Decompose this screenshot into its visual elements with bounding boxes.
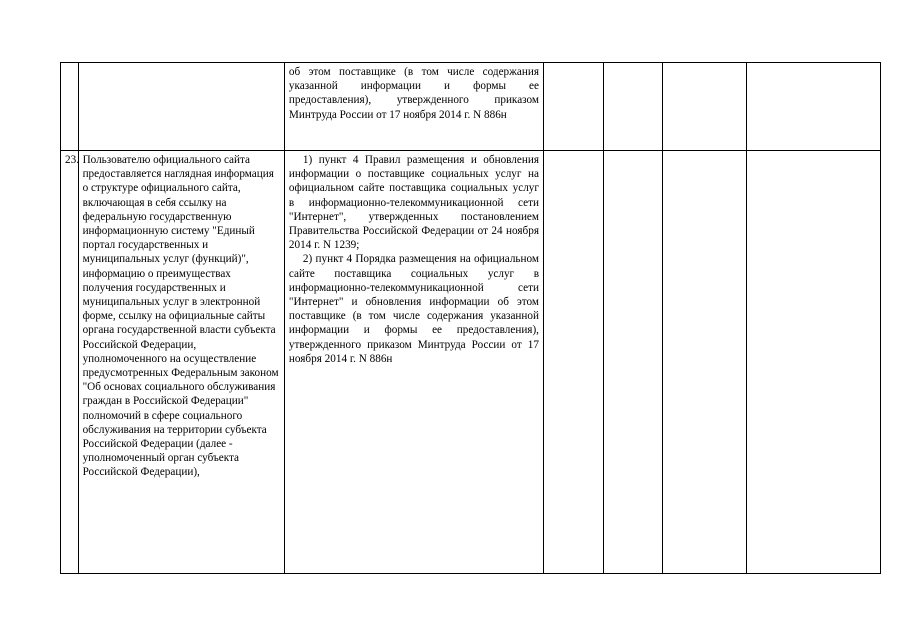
legal-basis-continued-text: об этом поставщике (в том числе содержания указанной информации и формы ее предоставления), утвержденного приказом Минтруда России от 17 ноября 2014 г. N 886н [288,66,539,121]
legal-basis-item-2: 2) пункт 4 Порядка размещения на официальном сайте поставщика социальных услуг в информационно-телекоммуникационной сети "Интернет" и обновления информации об этом поставщике (в том числе содержания указанной информации и формы ее предоставления), утвержденного приказом Минтруда России от 17 ноября 2014 г. N 886н [288,253,539,365]
table-row-continued [61,63,881,151]
empty-cell [662,63,747,151]
requirement-description-cell: Пользователю официального сайта предоставляется наглядная информация о структуре официального сайта, включающая в себя ссылку на федеральную государственную информационную систему "Единый портал государственных и муниципальных услуг (функций)", информацию о преимуществах получения государственных и муниципальных услуг в электронной форме, ссылку на официальные сайты органа государственной власти субъекта Российской Федерации, уполномоченного на осуществление предусмотренных Федеральным законом "Об основах социального обслуживания граждан в Российской Федерации" полномочий в сфере социального обслуживания на территории субъекта Российской Федерации (далее - уполномоченный орган субъекта Российской Федерации), [78,151,284,574]
legal-basis-cell [284,151,543,574]
criteria-table [60,62,881,574]
empty-cell [543,151,603,574]
requirement-description-cell [78,63,284,151]
legal-basis-item-1: 1) пункт 4 Правил размещения и обновления информации о поставщике социальных услуг на официальном сайте поставщика социальных услуг в информационно-телекоммуникационной сети "Интернет", утвержденных постановлением Правительства Российской Федерации от 24 ноября 2014 г. N 1239; [288,154,539,252]
empty-cell [747,63,881,151]
empty-cell [662,151,747,574]
table-row-23 [61,151,881,574]
empty-cell [747,151,881,574]
empty-cell [604,63,662,151]
row-number-cell [61,63,79,151]
row-number-cell: 23. [61,151,79,574]
legal-basis-cell [284,63,543,151]
empty-cell [604,151,662,574]
empty-cell [543,63,603,151]
